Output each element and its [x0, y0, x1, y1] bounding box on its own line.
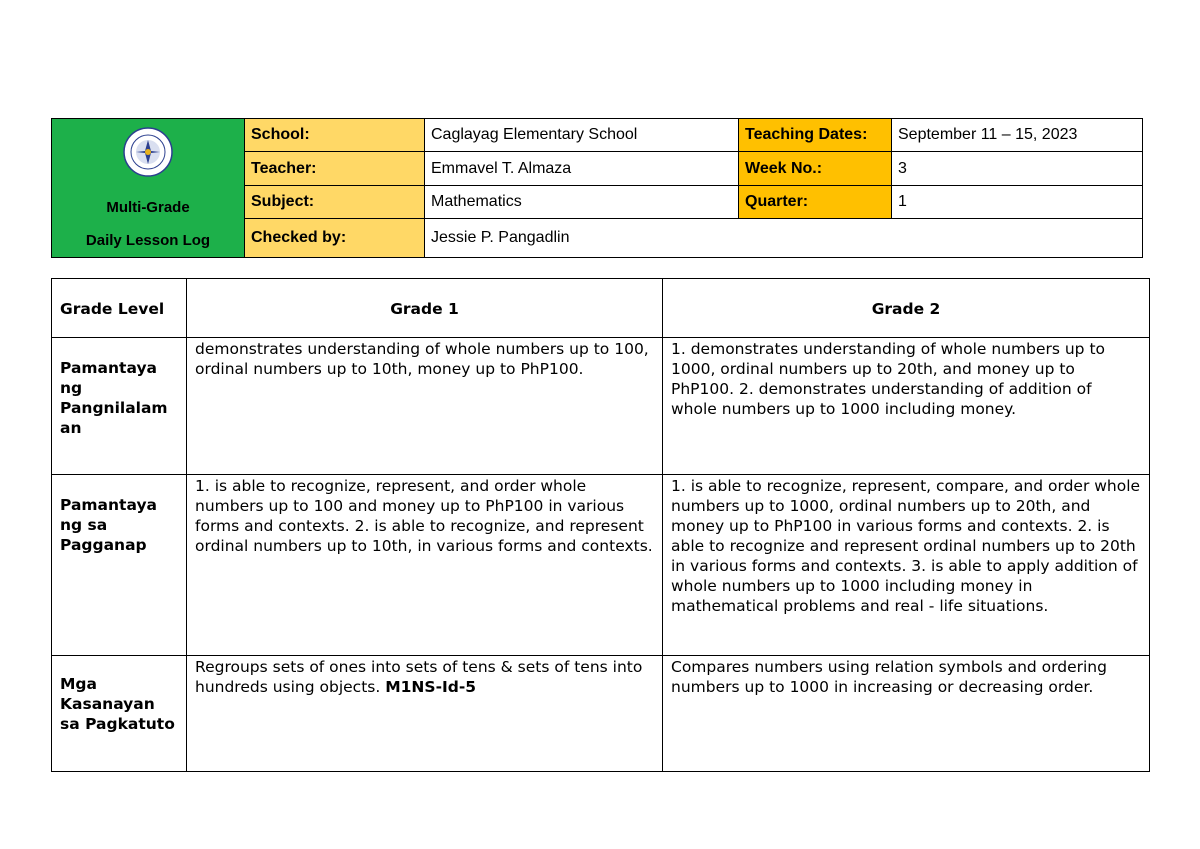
grade2-content-standard: 1. demonstrates understanding of whole numbers up to 1000, ordinal numbers up to 20th, and money up to PhP100. 2. demonstrates understanding of addition of whole numbers up to 1000 including money.	[663, 338, 1150, 475]
grade1-performance-standard: 1. is able to recognize, represent, and order whole numbers up to 100 and money up to PhP100 in various forms and contexts. 2. is able to recognize, and represent ordinal numbers up to 10th, in various forms and contexts.	[187, 475, 663, 656]
column-header-grade-2: Grade 2	[663, 279, 1150, 338]
grade1-learning-competency	[187, 656, 663, 772]
quarter-label: Quarter:	[739, 185, 892, 218]
table-header-row	[52, 279, 1150, 338]
subject-value: Mathematics	[425, 185, 739, 218]
table-row	[52, 475, 1150, 656]
teaching-dates-value: September 11 – 15, 2023	[892, 119, 1143, 152]
grade1-competency-code: M1NS-Id-5	[385, 678, 477, 696]
row-label-content-standards: Pamantaya ng Pangnilalam an	[52, 338, 187, 475]
week-value: 3	[892, 152, 1143, 185]
checked-by-label: Checked by:	[245, 219, 425, 258]
table-row	[52, 656, 1150, 772]
teacher-label: Teacher:	[245, 152, 425, 185]
row-label-learning-competencies: Mga Kasanayan sa Pagkatuto	[52, 656, 187, 772]
school-label: School:	[245, 119, 425, 152]
log-title-line-1: Multi-Grade	[106, 199, 190, 216]
grade1-content-standard: demonstrates understanding of whole numbers up to 100, ordinal numbers up to 10th, money up to PhP100.	[187, 338, 663, 475]
quarter-value: 1	[892, 185, 1143, 218]
table-row	[52, 338, 1150, 475]
subject-label: Subject:	[245, 185, 425, 218]
school-value: Caglayag Elementary School	[425, 119, 739, 152]
grade2-performance-standard: 1. is able to recognize, represent, compare, and order whole numbers up to 1000, ordinal numbers up to 20th, and money up to PhP100 in various forms and contexts. 2. is able to recognize and represent ordinal numbers up to 20th in various forms and contexts. 3. is able to apply addition of whole numbers up to 1000 including money in mathematical problems and real - life situations.	[663, 475, 1150, 656]
teacher-value: Emmavel T. Almaza	[425, 152, 739, 185]
log-title-line-2: Daily Lesson Log	[85, 232, 211, 249]
column-header-grade-level: Grade Level	[52, 279, 187, 338]
grade1-competency-text: Regroups sets of ones into sets of tens & sets of tens into hundreds using objects.	[195, 658, 643, 696]
teaching-dates-label: Teaching Dates:	[739, 119, 892, 152]
row-label-performance-standards: Pamantaya ng sa Pagganap	[52, 475, 187, 656]
checked-by-value: Jessie P. Pangadlin	[425, 219, 1143, 258]
competency-table	[51, 278, 1150, 772]
logo-cell	[52, 119, 245, 258]
lesson-log-header-table	[51, 118, 1143, 258]
column-header-grade-1: Grade 1	[187, 279, 663, 338]
week-label: Week No.:	[739, 152, 892, 185]
deped-seal-icon	[123, 127, 173, 177]
grade2-learning-competency: Compares numbers using relation symbols and ordering numbers up to 1000 in increasing or decreasing order.	[663, 656, 1150, 772]
